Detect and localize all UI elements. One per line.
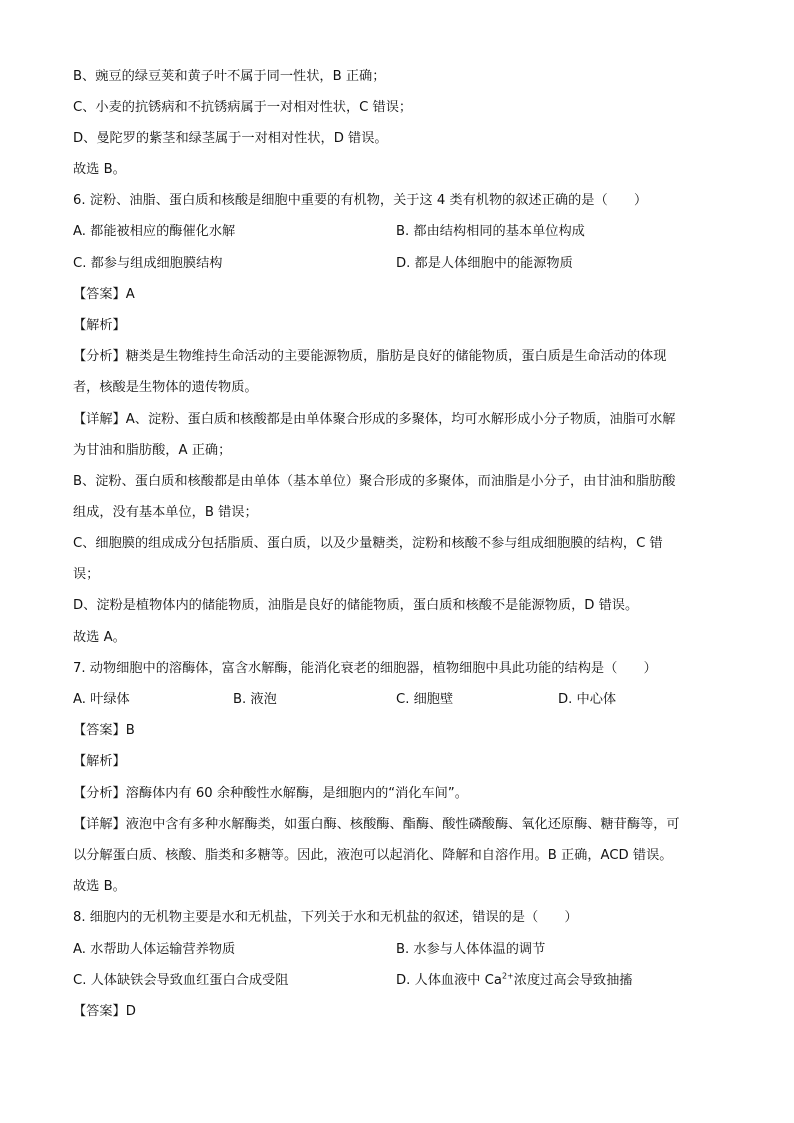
q6-explain-c: C、细胞膜的组成成分包括脂质、蛋白质，以及少量糖类，淀粉和核酸不参与组成细胞膜的结构，C 错 bbox=[73, 536, 663, 551]
q8-option-d bbox=[396, 972, 632, 990]
question-8-stem: 8. 细胞内的无机物主要是水和无机盐，下列关于水和无机盐的叙述，错误的是（ ） bbox=[73, 910, 578, 925]
text-line: D、曼陀罗的紫茎和绿茎属于一对相对性状，D 错误。 bbox=[73, 131, 388, 146]
q8-option-b: B. 水参与人体体温的调节 bbox=[396, 942, 546, 957]
q6-xiangjie: 【详解】A、淀粉、蛋白质和核酸都是由单体聚合形成的多聚体，均可水解形成小分子物质，油脂可水解 bbox=[73, 412, 676, 427]
q7-option-b: B. 液泡 bbox=[233, 692, 277, 707]
q6-option-a: A. 都能被相应的酶催化水解 bbox=[73, 224, 236, 239]
q7-option-c: C. 细胞壁 bbox=[396, 692, 454, 707]
q7-fenxi: 【分析】溶酶体内有 60 余种酸性水解酶，是细胞内的“消化车间”。 bbox=[73, 786, 468, 801]
q7-conclusion: 故选 B。 bbox=[73, 879, 126, 894]
q6-analysis-heading: 【解析】 bbox=[73, 318, 126, 333]
q6-explain-c: 误； bbox=[73, 567, 100, 582]
calcium-charge-superscript: 2+ bbox=[501, 971, 514, 981]
q6-option-b: B. 都由结构相同的基本单位构成 bbox=[396, 224, 585, 239]
q7-answer: 【答案】B bbox=[73, 723, 135, 738]
text-line: C、小麦的抗锈病和不抗锈病属于一对相对性状，C 错误； bbox=[73, 100, 413, 115]
q7-xiangjie: 【详解】液泡中含有多种水解酶类，如蛋白酶、核酸酶、酯酶、酸性磷酸酶、氧化还原酶、糖苷酶等，可 bbox=[73, 817, 680, 832]
q8-answer: 【答案】D bbox=[73, 1004, 136, 1019]
q7-option-d: D. 中心体 bbox=[558, 692, 617, 707]
q6-answer: 【答案】A bbox=[73, 287, 135, 302]
q7-xiangjie: 以分解蛋白质、核酸、脂类和多糖等。因此，液泡可以起消化、降解和自溶作用。B 正确，ACD 错误。 bbox=[73, 848, 673, 863]
q6-fenxi: 者，核酸是生物体的遗传物质。 bbox=[73, 380, 258, 395]
q8-option-d-post: 浓度过高会导致抽搐 bbox=[513, 973, 633, 988]
q6-explain-d: D、淀粉是植物体内的储能物质，油脂是良好的储能物质，蛋白质和核酸不是能源物质，D 错误。 bbox=[73, 598, 639, 613]
q6-xiangjie: 为甘油和脂肪酸，A 正确； bbox=[73, 443, 232, 458]
q6-conclusion: 故选 A。 bbox=[73, 630, 126, 645]
text-line: 故选 B。 bbox=[73, 162, 126, 177]
q7-option-a: A. 叶绿体 bbox=[73, 692, 130, 707]
question-7-stem: 7. 动物细胞中的溶酶体，富含水解酶，能消化衰老的细胞器，植物细胞中具此功能的结构是（ ） bbox=[73, 661, 657, 676]
q8-option-d-pre: D. 人体血液中 Ca bbox=[396, 973, 502, 988]
text-line: B、豌豆的绿豆荚和黄子叶不属于同一性状，B 正确； bbox=[73, 69, 386, 84]
q8-option-c: C. 人体缺铁会导致血红蛋白合成受阻 bbox=[73, 973, 289, 988]
q6-explain-b: B、淀粉、蛋白质和核酸都是由单体（基本单位）聚合形成的多聚体，而油脂是小分子，由甘油和脂肪酸 bbox=[73, 474, 676, 489]
q6-option-c: C. 都参与组成细胞膜结构 bbox=[73, 256, 223, 271]
q8-option-a: A. 水帮助人体运输营养物质 bbox=[73, 942, 236, 957]
q7-analysis-heading: 【解析】 bbox=[73, 754, 126, 769]
q6-fenxi: 【分析】糖类是生物维持生命活动的主要能源物质，脂肪是良好的储能物质，蛋白质是生命活动的体现 bbox=[73, 349, 667, 364]
question-6-stem: 6. 淀粉、油脂、蛋白质和核酸是细胞中重要的有机物，关于这 4 类有机物的叙述正确的是（ ） bbox=[73, 193, 648, 208]
q6-explain-b: 组成，没有基本单位，B 错误； bbox=[73, 505, 258, 520]
q6-option-d: D. 都是人体细胞中的能源物质 bbox=[396, 256, 573, 271]
